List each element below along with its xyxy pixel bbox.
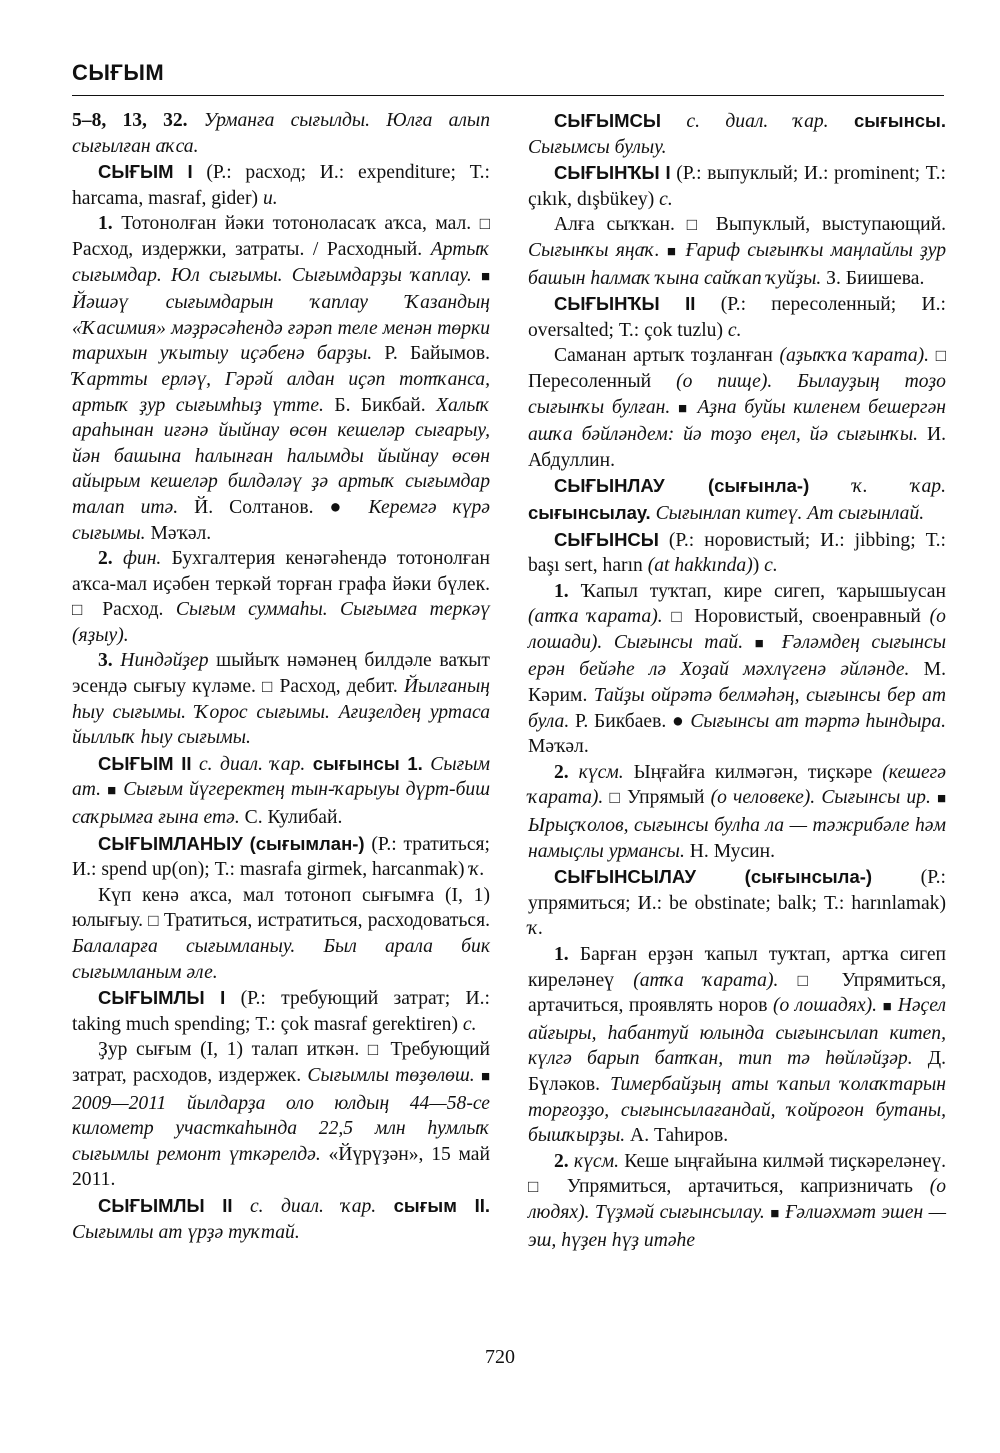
example: Сығым ат. <box>72 753 491 801</box>
square-marker: □ <box>367 1040 382 1060</box>
definition: Алға сыҡҡан. <box>554 214 675 236</box>
translations: (Р.: норовистый; И.: jibbing; Т.: başı sert, harın <box>528 529 946 577</box>
proverb-source: Мәҡәл. <box>528 736 589 758</box>
citation-author: М. Кәрим. <box>528 659 946 707</box>
russian-equivalent: Расход, издержки, затраты. / Расходный. <box>72 238 423 260</box>
sense-number: 2. <box>554 761 569 783</box>
citation-author: Р. Байымов. <box>384 343 490 365</box>
example: Сығымсы булыу. <box>528 136 667 158</box>
cross-reference: сығым II. <box>393 1194 491 1216</box>
translations: (Р.: пересоленный; И.: oversalted; Т.: çok tuzlu) <box>528 294 946 341</box>
example: Сығынҡы яңаҡ. <box>528 239 660 261</box>
sense <box>72 883 490 985</box>
citation-author: З. Биишева. <box>826 267 925 289</box>
sense-number: 1. <box>554 944 569 965</box>
verb-stem: (сығынла-) <box>707 475 810 497</box>
cross-reference: сығынсы. <box>854 110 946 131</box>
headword: СЫҒЫМЛЫ II <box>98 1194 233 1216</box>
reference-numbers: 5–8, 13, 32. <box>72 110 188 131</box>
example: Сығымлы ат үрҙә туҡтай. <box>72 1221 300 1243</box>
proverb: Сығынсы ат тәртә һындыра. <box>690 710 946 732</box>
russian-equivalent: Упрямый <box>627 787 705 809</box>
headword: СЫҒЫНҠЫ II <box>554 293 696 315</box>
square-marker: □ <box>72 600 90 620</box>
square-marker: □ <box>686 215 704 235</box>
sense-2 <box>528 1149 946 1253</box>
verb-stem: (сығынсыла-) <box>744 866 873 888</box>
citation: Ғариф сығынҡы маңлайлы ҙур башын һалмаҡ ҡына сайҡап ҡуйҙы. <box>528 239 946 289</box>
right-column <box>528 108 946 1253</box>
square-marker: □ <box>261 677 274 697</box>
sense-number: 3. <box>98 650 113 672</box>
definition: Ҙур сығым (I, 1) талап иткән. <box>98 1039 360 1061</box>
sense-number: 1. <box>98 213 113 235</box>
cross-reference: сығынсы 1. <box>312 752 423 774</box>
square-marker: □ <box>609 788 621 808</box>
translations: (Р.: требующий затрат; И.: taking much spending; Т.: çok masraf gerektiren) <box>72 988 490 1035</box>
black-square-marker: ■ <box>677 400 690 417</box>
sense-1 <box>528 942 946 1149</box>
translations: (Р.: расход; И.: expenditure; Т.: harcama, masraf, gider) <box>72 162 490 209</box>
entry-sygynsy <box>528 527 946 579</box>
example: Түҙмәй сығынсылау. <box>594 1201 765 1223</box>
headword: СЫҒЫНСЫЛАУ <box>554 866 697 888</box>
square-marker: □ <box>479 214 490 234</box>
citation: Аҙна буйы киленем бешергән ашҡа бәйләндем: йә тоҙо еңел, йә сығынҡы. <box>528 396 946 446</box>
translations: (Р.: упрямиться; И.: be obstinate; balk; Т.: harınlamak) <box>528 867 946 914</box>
square-marker: □ <box>528 1177 551 1197</box>
russian-note: (о пище). <box>676 370 773 392</box>
proverb: Керемгә күрә сығымы. <box>72 496 490 544</box>
citation-author: И. Абдуллин. <box>528 424 946 471</box>
sense-1 <box>528 579 946 760</box>
translation-note: (at hakkında) <box>647 555 753 577</box>
citation: 2009—2011 йылдарҙа оло юлдың 44—58-се километр участкаһында 22,5 млн һумлыҡ сығымлы ремонт үткәрелдә. <box>72 1092 490 1165</box>
citation: Йәшәү сығымдарын ҡаплау Ҡазандың «Ҡасимия» мәҙрәсәһендә ғәрәп теле менән төрки тарихын уҡытыу иҫәбенә барҙы. <box>72 292 490 365</box>
definition-italic: (атҡа ҡарата). <box>528 606 663 628</box>
russian-equivalent: Норовистый, своенравный <box>694 606 921 628</box>
usage-label: с. диал. ҡар. <box>249 1195 377 1217</box>
sense-2 <box>528 760 946 864</box>
russian-equivalent: Упрямиться, артачиться, капризничать <box>566 1176 913 1198</box>
headword: СЫҒЫМ II <box>98 752 192 774</box>
citation: Ырыҫҡолов, сығынсы булһа ла — тәжрибәле һәм намыҫлы урмансы. <box>528 815 946 862</box>
definition: Тотонолған йәки тотоноласаҡ аҡса, мал. <box>121 213 472 235</box>
usage-label: фин. <box>122 548 162 570</box>
sense-number: 2. <box>98 548 113 570</box>
citation-author: С. Кулибай. <box>244 807 343 829</box>
translations-end: ) <box>752 555 760 577</box>
running-head: СЫҒЫМ <box>72 60 165 85</box>
example: Балаларға сығымланыу. Был арала бик сығымланым әле. <box>72 936 490 983</box>
part-of-speech: ҡ. <box>528 918 544 940</box>
headword: СЫҒЫМ I <box>98 161 193 183</box>
usage-label: с. диал. ҡар. <box>686 111 829 132</box>
citation: Ғәлиәхмәт эшен — эш, һүҙен һүҙ итәһе <box>528 1201 947 1251</box>
entry-sygynsylau <box>528 864 946 942</box>
bullet-marker: ● <box>329 496 353 518</box>
example: Йылғаның һыу сығымы. Ҡорос сығымы. Ағиҙелдең уртаса йыллыҡ һыу сығымы. <box>72 676 490 749</box>
left-column <box>72 108 490 1245</box>
russian-note: (о людях). <box>528 1176 947 1223</box>
verb-stem: (сығымлан-) <box>249 832 365 854</box>
square-marker: □ <box>797 970 823 990</box>
usage-label: ҡ. ҡар. <box>852 476 946 498</box>
black-square-marker: ■ <box>480 1068 490 1085</box>
russian-equivalent: Тратиться, истратиться, расходоваться. <box>163 910 490 932</box>
example: Артыҡ сығымдар. Юл сығымы. Сығымдарҙы ҡаплау. <box>72 238 490 286</box>
bullet-marker: ● <box>671 710 685 732</box>
definition: шыйыҡ нәмәнең билдәле ваҡыт эсендә сығыу күләме. <box>72 650 490 698</box>
part-of-speech: ҡ. <box>469 859 485 881</box>
sense <box>528 212 946 291</box>
headword: СЫҒЫНҠЫ I <box>554 162 671 184</box>
russian-note: (о лошади). <box>528 606 946 653</box>
sense <box>72 1037 490 1193</box>
entry-sygymlanyu <box>72 831 490 883</box>
sense-1 <box>72 211 490 546</box>
headword: СЫҒЫНСЫ <box>554 528 659 550</box>
header-rule <box>72 95 944 96</box>
definition: Саманан артыҡ тоҙланған <box>554 345 773 367</box>
translations: (Р.: тратиться; И.: spend up(on); Т.: masrafa girmek, harcanmak) <box>72 833 490 881</box>
definition: Күп кенә аҡса, мал тотоноп сығымға (I, 1) юлығыу. <box>72 884 490 932</box>
entry-sygynky-2 <box>528 291 946 343</box>
example: Сығынсы ир. <box>821 787 931 809</box>
citation: Халыҡ араһынан иғәнә йыйнау өсөн кешеләр сығарыу, йән башына һалынған һалымды йыйнау өсөн айырым кешеләр билдәләү ҙә артыҡ сығымдар талап итә. <box>72 394 490 518</box>
definition: Кеше ыңғайына килмәй тиҫкәреләнеү. <box>624 1150 947 1172</box>
russian-equivalent: Упрямиться, артачиться, проявлять норов <box>528 969 946 1017</box>
part-of-speech: с. <box>764 555 778 577</box>
headword: СЫҒЫНЛАУ <box>554 475 665 497</box>
definition: Ҡапыл туҡтап, кире сигеп, ҡарышыусан <box>580 580 946 602</box>
citation: Тайҙы ойрәтә белмәһәң, сығынсы бер ат була. <box>528 685 947 732</box>
sense-3 <box>72 648 490 750</box>
black-square-marker: ■ <box>882 999 893 1016</box>
square-marker: □ <box>148 911 159 931</box>
definition: Ыңғайға килмәгән, тиҫкәре <box>633 761 873 783</box>
russian-equivalent: Пересоленный <box>528 370 652 392</box>
square-marker: □ <box>935 346 946 366</box>
citation-author: Б. Бикбай. <box>334 394 426 416</box>
citation-author: Й. Солтанов. <box>194 496 314 518</box>
example: Сығым суммаһы. Сығымға теркәү (яҙыу). <box>72 599 490 646</box>
definition-italic: (аҙыҡҡа ҡарата). <box>779 345 930 367</box>
page-number: 720 <box>485 1346 515 1368</box>
part-of-speech: с. <box>659 188 673 210</box>
sense-2 <box>72 546 490 648</box>
definition-italic: Ниндәйҙер <box>120 650 209 672</box>
black-square-marker: ■ <box>480 268 490 285</box>
entry-sygymly-2 <box>72 1193 490 1245</box>
russian-equivalent: Требующий затрат, расходов, издержек. <box>72 1039 490 1086</box>
example: Сығынсы тай. <box>613 631 744 653</box>
part-of-speech: с. <box>727 319 742 341</box>
square-marker: □ <box>671 607 686 627</box>
definition-italic: (атҡа ҡарата). <box>633 969 779 991</box>
citation-author: «Йүрүҙән», 15 май 2011. <box>72 1143 490 1191</box>
entry-continuation <box>72 108 490 159</box>
citation: Нәҫел айғыры, һабантуй юлында сығынсылап китеп, күлгә барып батҡан, тип тә һөйләйҙәр. <box>528 995 946 1070</box>
example: Урманға сығылды. Юлға алып сығылған аҡса. <box>72 110 490 157</box>
entry-sygym-1 <box>72 159 490 211</box>
russian-equivalent: Выпуклый, выступающий. <box>715 214 946 236</box>
black-square-marker: ■ <box>770 1205 780 1222</box>
entry-sygym-2 <box>72 751 490 831</box>
entry-sygynlau <box>528 473 946 526</box>
headword: СЫҒЫМЛЫ I <box>98 987 226 1009</box>
entry-sygymsy <box>528 108 946 160</box>
citation: Тимербайҙың аты ҡапыл ҡолаҡтарын торғоҙҙо, сығынсылағандай, ҡойроғон бутаны, бышҡырҙы. <box>528 1073 947 1147</box>
sense-number: 2. <box>554 1150 569 1172</box>
black-square-marker: ■ <box>666 243 679 260</box>
black-square-marker: ■ <box>754 635 771 652</box>
citation-author: Н. Мусин. <box>689 840 776 862</box>
entry-sygynky-1 <box>528 160 946 212</box>
example: Сығынлап китеү. Ат сығынлай. <box>655 502 925 524</box>
citation: Сығым йүгеректең тын-ҡарыуы дүрт-биш саҡрымға ғына етә. <box>72 779 491 829</box>
part-of-speech: и. <box>262 187 278 209</box>
citation: Ҡартты ерләү, Гәрәй алдан иҫәп тотҡанса, артыҡ ҙур сығымһыҙ үтте. <box>72 368 490 416</box>
citation-author: Д. Бүләков. <box>528 1048 946 1095</box>
headword: СЫҒЫМСЫ <box>554 110 661 131</box>
translations: (Р.: выпуклый; И.: prominent; Т.: çıkık, dışbükey) <box>528 163 946 210</box>
citation-author: Р. Бикбаев. <box>574 710 667 732</box>
usage-label: күсм. <box>578 761 624 783</box>
part-of-speech: с. <box>462 1013 477 1035</box>
example: Былауҙың тоҙо сығынҡы булған. <box>528 370 946 418</box>
russian-note: (о лошадях). <box>772 995 878 1017</box>
cross-reference: сығынсылау. <box>528 501 651 523</box>
example: Сығымлы төҙөлөш. <box>307 1064 475 1086</box>
sense <box>528 343 946 473</box>
definition: Бухгалтерия кенәгәһендә тотонолған аҡса-мал иҫәбен теркәй торған графа йәки бүлек. <box>72 548 490 595</box>
usage-label: с. диал. ҡар. <box>198 753 306 775</box>
black-square-marker: ■ <box>107 783 118 800</box>
russian-note: (о человеке). <box>710 787 816 809</box>
headword: СЫҒЫМЛАНЫУ <box>98 832 243 854</box>
black-square-marker: ■ <box>936 791 947 808</box>
russian-equivalent: Расход. <box>102 599 164 621</box>
russian-equivalent: Расход, дебит. <box>279 676 398 698</box>
proverb-source: Мәҡәл. <box>150 522 212 544</box>
sense-number: 1. <box>554 580 569 602</box>
entry-sygymly-1 <box>72 985 490 1037</box>
definition-italic: (кешегә ҡарата). <box>528 761 946 809</box>
citation-author: А. Таһиров. <box>630 1125 729 1147</box>
citation: Ғәләмдең сығынсы ерән бейәһе лә Хоҙай мәхлүгенә әйләнде. <box>528 631 946 681</box>
usage-label: күсм. <box>573 1150 619 1172</box>
definition: Барған ерҙән ҡапыл туҡтап, артҡа сигеп киреләнеү <box>528 944 946 991</box>
